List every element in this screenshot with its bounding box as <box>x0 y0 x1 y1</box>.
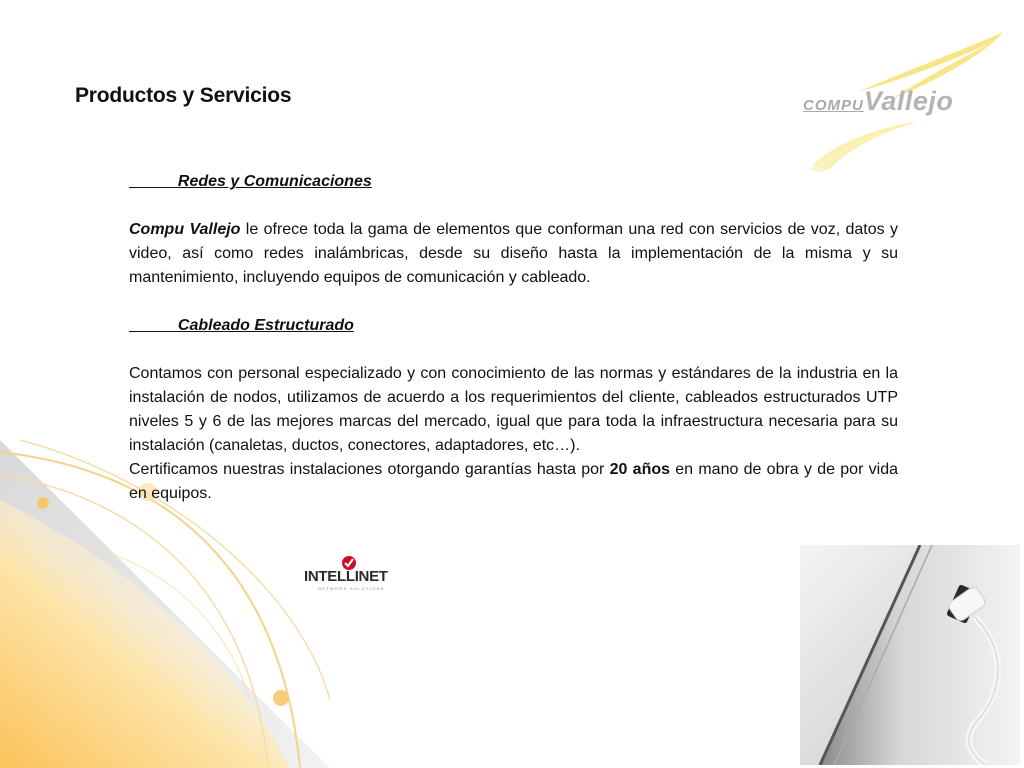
heading-underline-prefix <box>129 317 178 334</box>
heading-text: Cableado Estructurado <box>177 317 354 334</box>
logo-text-compu: COMPU <box>803 97 864 114</box>
heading-underline-prefix <box>129 173 178 190</box>
paragraph-garantia <box>129 458 898 506</box>
paragraph-text: en mano de obra y de por vida en equipos. <box>129 461 898 502</box>
paragraph-text: le ofrece toda la gama de elementos que conforman una red con servicios de voz, datos y video, así como redes inalámbricas, desde su diseño hasta la implementación de la misma y su mantenimiento, incluyendo equipos de comunicación y cableado. <box>129 221 898 286</box>
section-heading-redes <box>129 170 898 194</box>
warranty-years: 20 años <box>609 461 671 478</box>
compu-vallejo-logo <box>798 30 1008 175</box>
brand-name-inline: Compu Vallejo <box>129 221 241 238</box>
usb-cable-photo <box>800 545 1020 765</box>
content-body <box>129 170 898 506</box>
intellinet-logo <box>302 554 398 594</box>
section-heading-cableado <box>129 314 898 338</box>
logo-text-vallejo: Vallejo <box>863 86 954 116</box>
heading-text: Redes y Comunicaciones <box>177 173 372 190</box>
page-title: Productos y Servicios <box>75 84 292 107</box>
paragraph-cableado: Contamos con personal especializado y con conocimiento de las normas y estándares de la industria en la instalación de nodos, utilizamos de acuerdo a los requerimientos del cliente, cableados estructurados UTP niveles 5 y 6 de las mejores marcas del mercado, igual que para toda la infraestructura necesaria para su instalación (canaletas, ductos, conectores, adaptadores, etc…). <box>129 365 898 454</box>
paragraph-redes <box>129 218 898 290</box>
intellinet-tagline: NETWORK SOLUTIONS <box>318 586 385 591</box>
intellinet-wordmark: INTELLINET <box>304 568 388 585</box>
paragraph-text: Certificamos nuestras instalaciones otorgando garantías hasta por <box>129 461 610 478</box>
